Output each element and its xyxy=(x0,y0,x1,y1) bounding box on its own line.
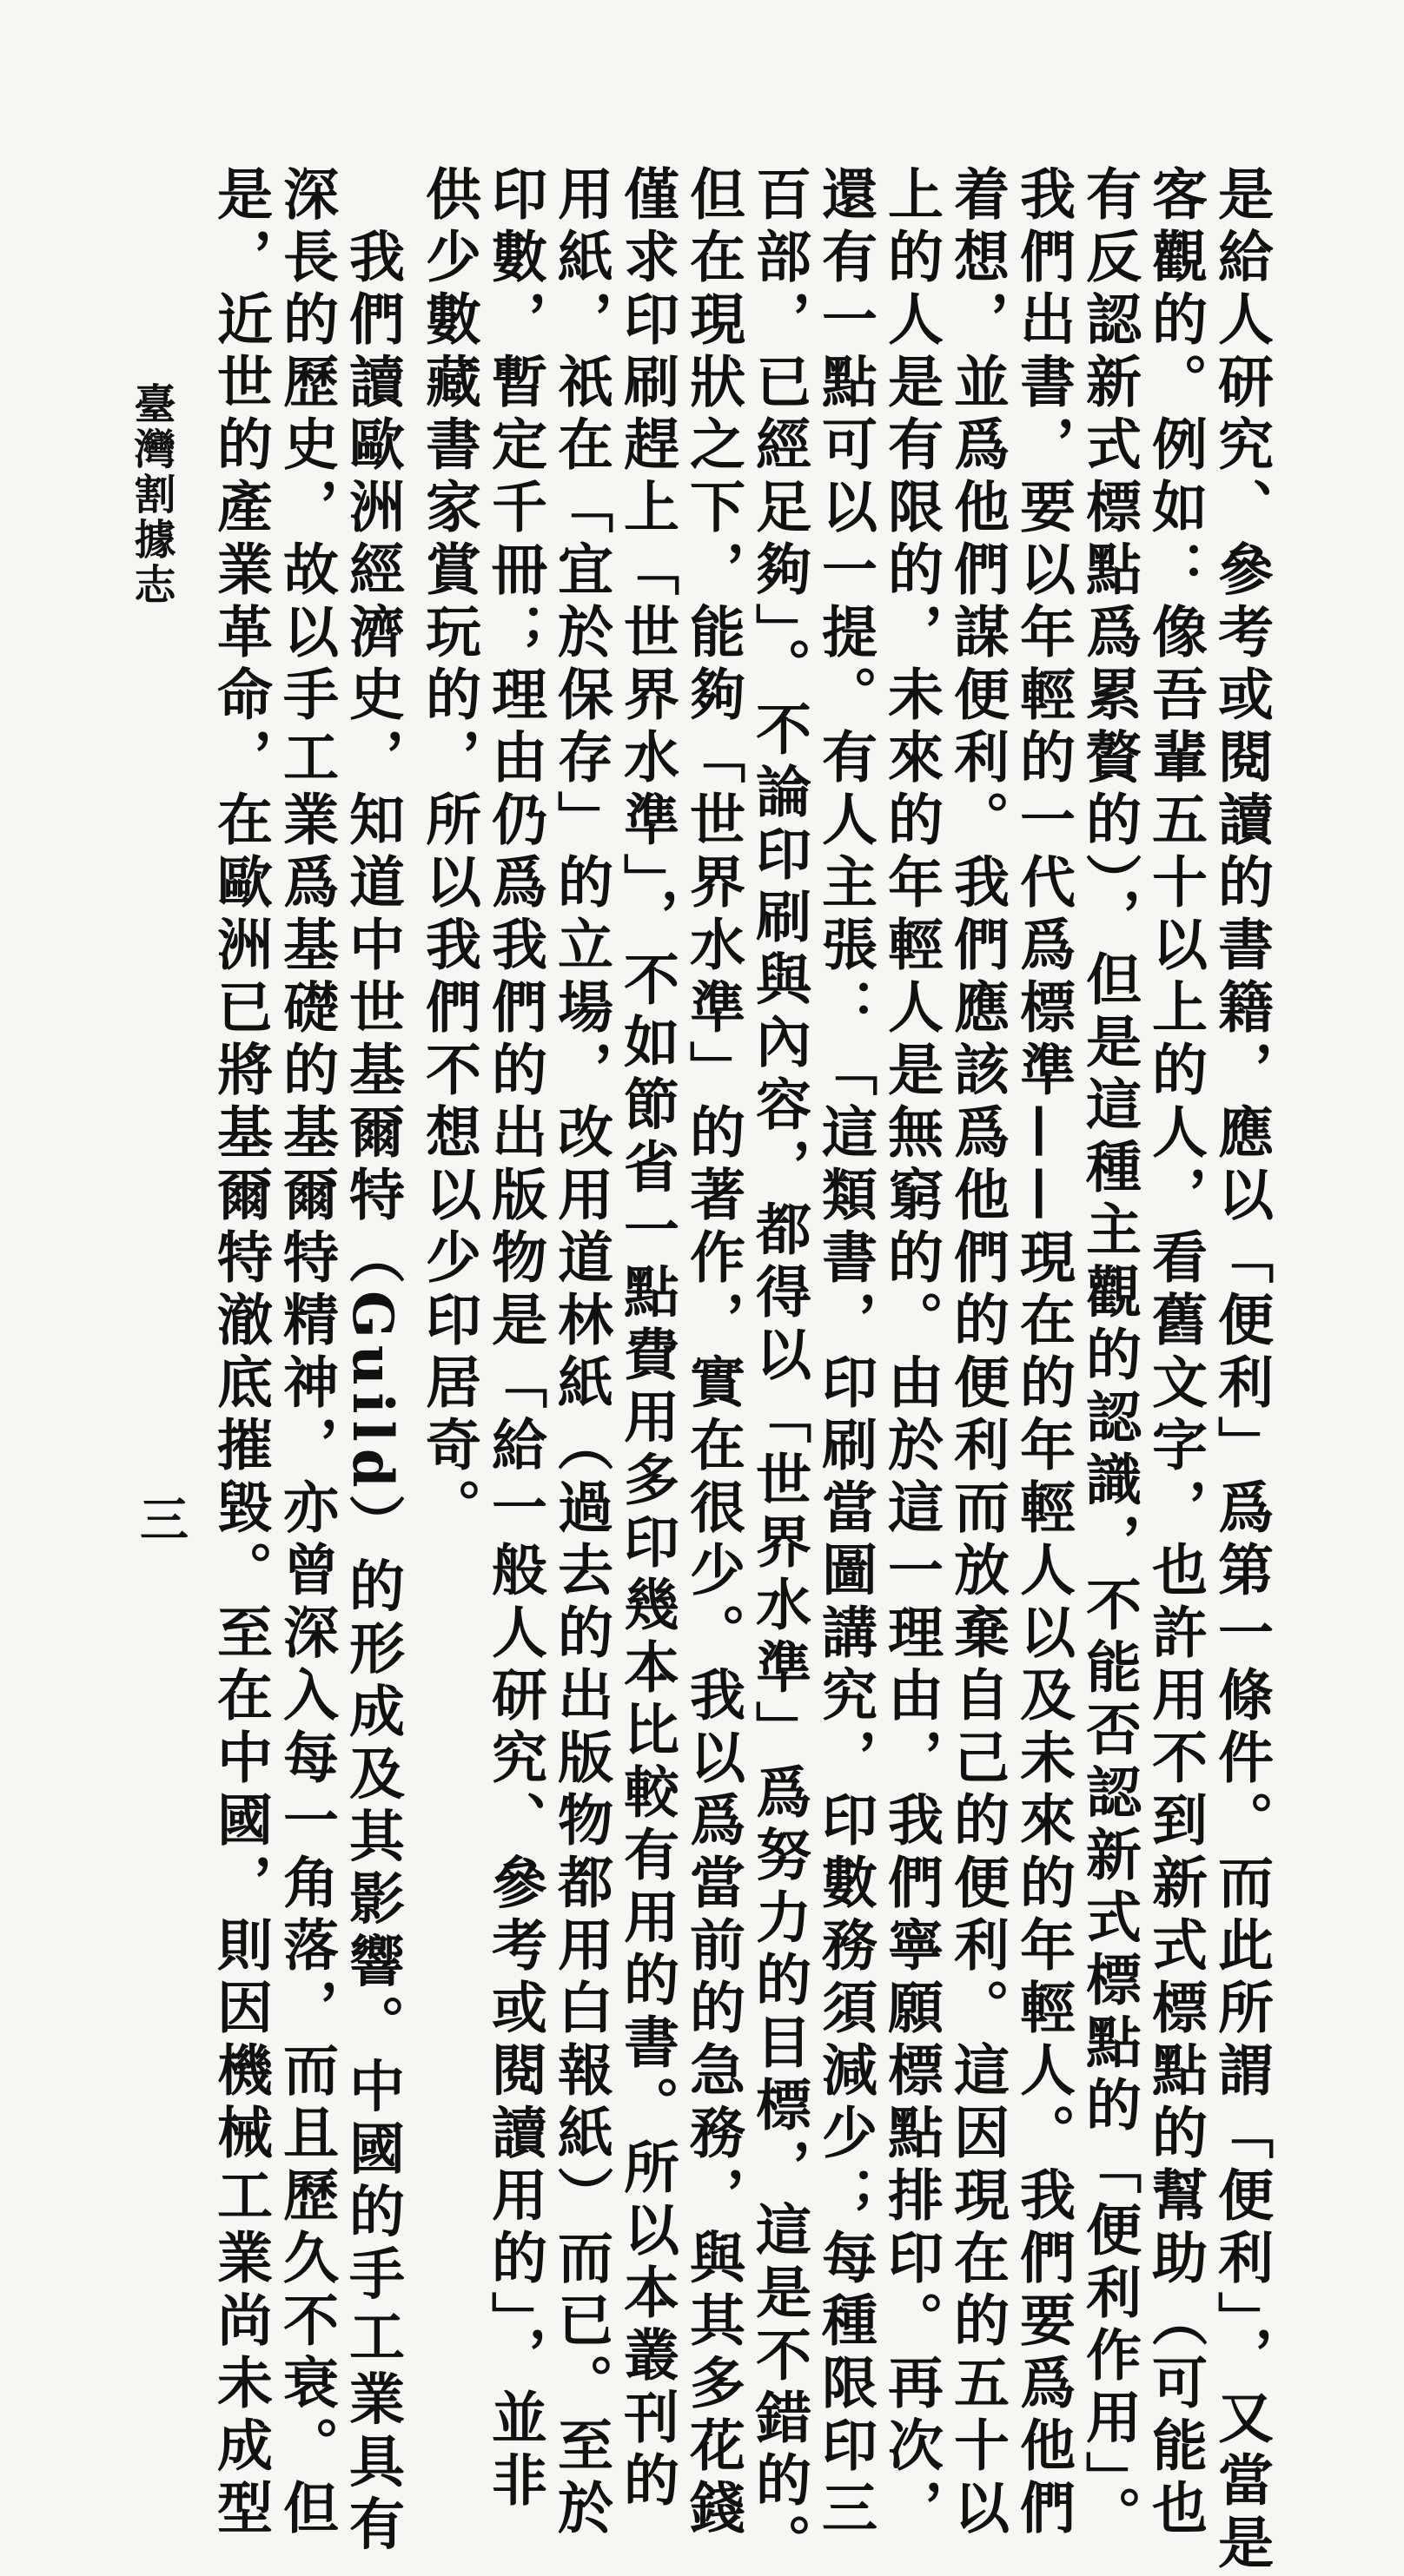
text-column-12: 印數，暫定千冊；理由仍爲我們的出版物是「給一般人研究、參考或閱讀用的」，並非 xyxy=(482,165,547,2513)
text-column-3: 有反認新式標點爲累贅的），但是這種主觀的認識，不能否認新式標點的「便利作用」。 xyxy=(1076,165,1142,2548)
text-column-4: 我們出書，要以年輕的一代爲標準——現在的年輕人以及未來的年輕人。我們要爲他們 xyxy=(1010,165,1076,2541)
text-column-6: 上的人是有限的，未來的年輕人是無窮的。由於這一理由，我們寧願標點排印。再次， xyxy=(878,165,944,2541)
text-column-11: 用紙，祇在「宜於保存」的立場，改用道林紙（過去的出版物都用白報紙）而已。至於 xyxy=(548,165,613,2541)
text-column-15: 深長的歷史，故以手工業爲基礎的基爾特精神，亦曾深入每一角落，而且歷久不衰。但 xyxy=(274,165,339,2541)
text-column-7: 還有一點可以一提。有人主張：「這類書，印刷當圖講究，印數務須減少；每種限印三 xyxy=(812,165,878,2541)
text-column-2: 客觀的。例如：像吾輩五十以上的人，看舊文字，也許用不到新式標點的幫助（可能也 xyxy=(1142,165,1208,2541)
text-column-5: 着想，並爲他們謀便利。我們應該爲他們的便利而放棄自己的便利。這因現在的五十以 xyxy=(944,165,1010,2541)
text-column-13: 供少數藏書家賞玩的，所以我們不想以少印居奇。 xyxy=(416,165,481,1541)
text-column-14: 我們讀歐洲經濟史，知道中世基爾特（Guild）的形成及其影響。中國的手工業具有 xyxy=(340,165,405,2558)
text-column-16: 是，近世的產業革命，在歐洲已將基爾特澈底摧毀。至在中國，則因機械工業尚未成型 xyxy=(208,165,273,2541)
text-column-1: 是給人研究、參考或閱讀的書籍，應以「便利」爲第一條件。而此所謂「便利」，又當是 xyxy=(1209,165,1274,2576)
text-column-8: 百部，已經足夠」。不論印刷與內容，都得以「世界水準」爲努力的目標，這是不錯的。 xyxy=(746,165,811,2576)
page-number: 三 xyxy=(132,1494,189,1542)
text-column-10: 僅求印刷趕上「世界水準」，不如節省一點費用多印幾本比較有用的書。所以本叢刊的 xyxy=(614,165,679,2513)
running-header-title: 臺灣割據志 xyxy=(127,382,176,608)
text-column-9: 但在現狀之下，能夠「世界水準」的著作，實在很少。我以爲當前的急務，與其多花錢 xyxy=(680,165,745,2541)
